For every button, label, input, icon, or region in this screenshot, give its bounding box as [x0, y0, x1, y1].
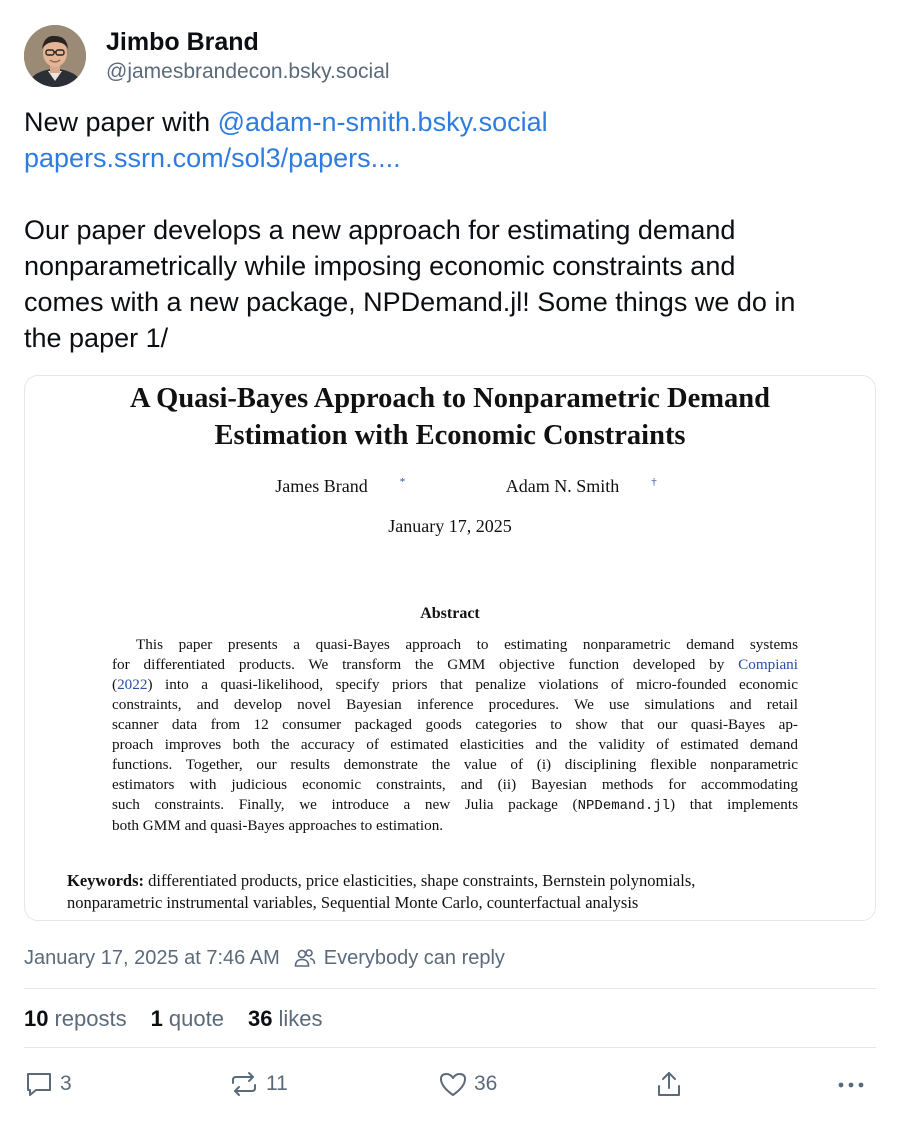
likes-label: likes: [278, 1006, 323, 1031]
paper-author: [474, 476, 657, 497]
footnote-mark: *: [399, 476, 406, 488]
post-actions: [24, 1066, 876, 1102]
quotes-label: quote: [168, 1006, 224, 1031]
abstract-line: functions. Together, our results demonstrate the value of (i) disciplining flexible nonparametric: [112, 756, 798, 773]
repost-count: 11: [266, 1072, 288, 1095]
people-icon: [294, 948, 316, 968]
keywords-line: [67, 870, 847, 892]
more-dots-icon: [836, 1069, 866, 1099]
abstract-text: (: [112, 676, 118, 693]
post-timestamp[interactable]: January 17, 2025 at 7:46 AM: [24, 946, 280, 969]
author-block: [106, 26, 390, 86]
likes-count: 36: [247, 1006, 273, 1031]
embedded-paper-image[interactable]: [24, 375, 876, 921]
post-header: [24, 24, 390, 88]
citation-year: 2022: [117, 676, 148, 693]
post-text: [24, 104, 884, 356]
avatar[interactable]: [24, 25, 86, 87]
likes-stat[interactable]: [248, 1006, 323, 1032]
footnote-mark: †: [651, 476, 657, 488]
reply-count: 3: [60, 1072, 72, 1095]
paper-date: January 17, 2025: [388, 516, 512, 536]
abstract-text: such constraints. Finally, we introduce a new Julia package (: [112, 796, 578, 813]
abstract-line: [112, 795, 798, 816]
reposts-stat[interactable]: [24, 1006, 127, 1032]
repost-button[interactable]: [228, 1066, 288, 1102]
paper-author-name: James Brand: [275, 476, 368, 496]
abstract-line: [112, 655, 798, 675]
post-body-line: Our paper develops a new approach for estimating demand: [24, 215, 736, 245]
mention-link[interactable]: @adam-n-smith.bsky.social: [217, 107, 548, 137]
post-body-line: the paper 1/: [24, 323, 169, 353]
keywords-text: differentiated products, price elasticities, shape constraints, Bernstein polynomials,: [144, 871, 696, 890]
paper-authors: [25, 476, 875, 497]
abstract-body: [112, 635, 798, 836]
abstract-text: for differentiated products. We transform the GMM objective function developed by: [112, 656, 739, 673]
speech-bubble-icon: [24, 1069, 54, 1099]
repost-arrows-icon: [228, 1069, 260, 1099]
abstract-line: both GMM and quasi-Bayes approaches to estimation.: [112, 817, 444, 834]
author-handle[interactable]: @jamesbrandecon.bsky.social: [106, 60, 390, 83]
abstract-text: ) that implements: [670, 796, 799, 813]
abstract-line: This paper presents a quasi-Bayes approach to estimating nonparametric demand systems: [136, 636, 798, 653]
quotes-stat[interactable]: [151, 1006, 224, 1032]
paragraph-gap: [24, 176, 884, 212]
abstract-text: ) into a quasi-likelihood, specify priors that penalize violations of micro-founded economic: [147, 676, 798, 693]
quotes-count: 1: [150, 1006, 163, 1031]
paper-title-line: A Quasi-Bayes Approach to Nonparametric Demand: [130, 383, 770, 414]
keywords-label: Keywords:: [67, 871, 144, 890]
post-stats: [24, 1004, 346, 1034]
more-button[interactable]: [836, 1066, 866, 1102]
share-button[interactable]: [654, 1066, 684, 1102]
divider: [24, 1047, 876, 1048]
abstract-line: scanner data from 12 consumer packaged goods categories to show that our quasi-Bayes ap-: [112, 716, 798, 733]
post-meta: [24, 944, 505, 972]
abstract-line: proach improves both the accuracy of estimated elasticities and the validity of estimated demand: [112, 736, 798, 753]
heart-icon: [438, 1069, 468, 1099]
reply-button[interactable]: [24, 1066, 72, 1102]
reply-setting: Everybody can reply: [323, 946, 505, 969]
divider: [24, 988, 876, 989]
post-line-1: [24, 104, 884, 140]
citation-link: Compiani: [738, 656, 798, 673]
paper-link[interactable]: papers.ssrn.com/sol3/papers....: [24, 143, 401, 173]
author-name[interactable]: Jimbo Brand: [106, 28, 259, 56]
paper-author-name: Adam N. Smith: [505, 476, 620, 496]
abstract-heading: Abstract: [420, 605, 480, 622]
reposts-count: 10: [24, 1006, 49, 1031]
post-body-line: nonparametrically while imposing economic constraints and: [24, 251, 736, 281]
package-name: NPDemand.jl: [577, 798, 671, 814]
abstract-line: estimators with judicious economic constraints, and (ii) Bayesian methods for accommodating: [112, 776, 798, 793]
paper-title-line: Estimation with Economic Constraints: [214, 420, 686, 451]
like-button[interactable]: [438, 1066, 497, 1102]
paper-author: [243, 476, 405, 497]
paper-title: [25, 380, 875, 454]
like-count: 36: [474, 1072, 498, 1095]
abstract-line: constraints, and develop novel Bayesian inference procedures. We use simulations and retail: [112, 696, 798, 713]
paper-keywords: [67, 870, 847, 914]
reposts-label: reposts: [54, 1006, 127, 1031]
post-body-line: comes with a new package, NPDemand.jl! Some things we do in: [24, 287, 796, 317]
abstract-line: [112, 675, 798, 695]
post-prefix: New paper with: [24, 107, 218, 137]
keywords-line: nonparametric instrumental variables, Sequential Monte Carlo, counterfactual analysis: [67, 893, 639, 912]
share-upload-icon: [654, 1069, 684, 1099]
